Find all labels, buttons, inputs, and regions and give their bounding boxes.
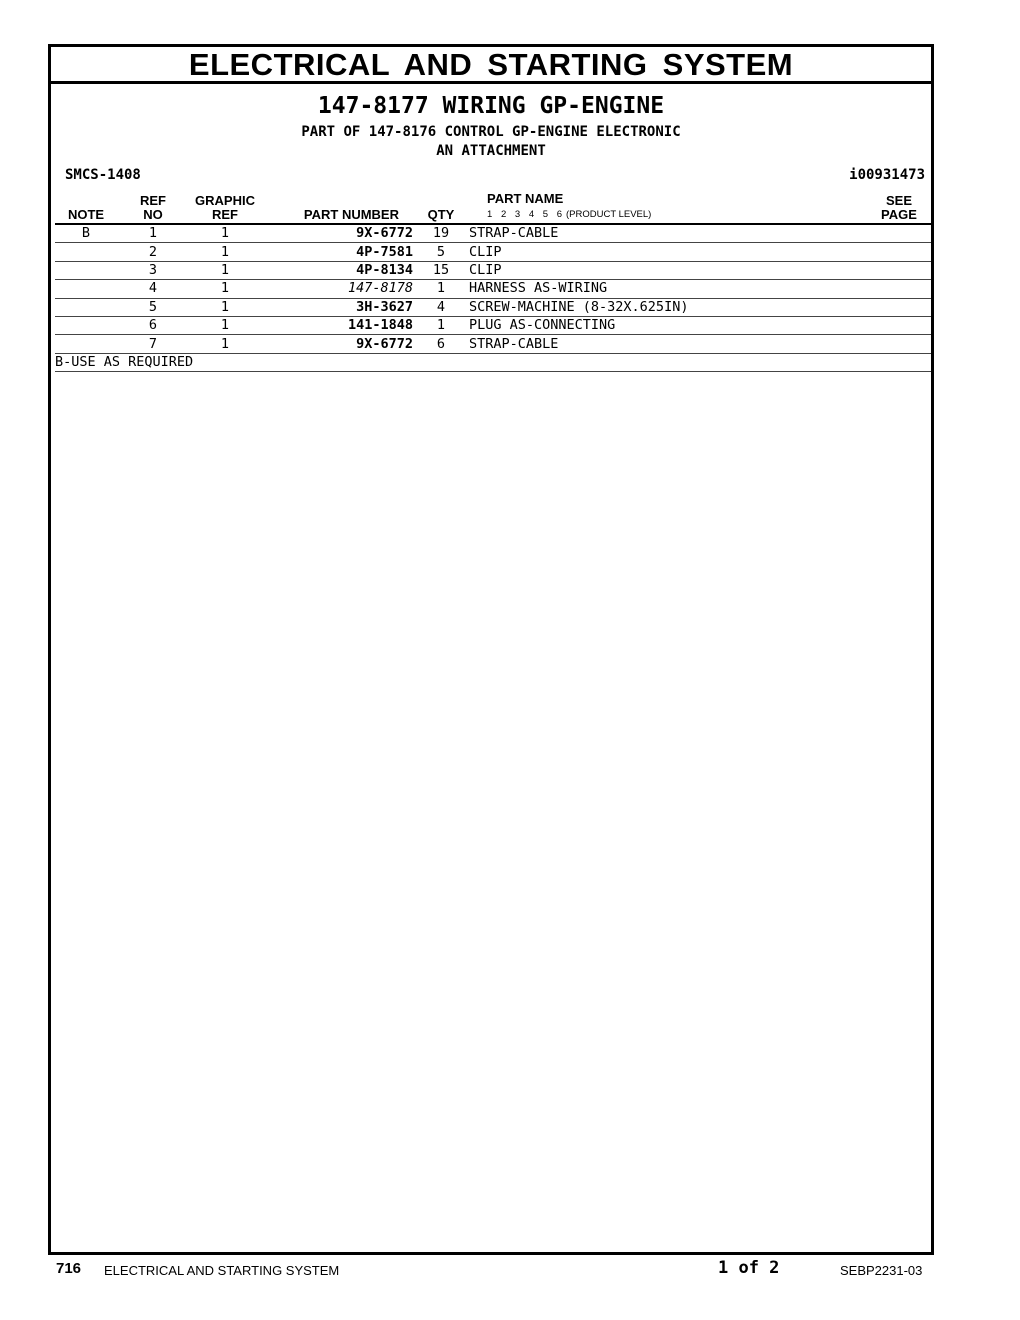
part-of-line: PART OF 147-8176 CONTROL GP-ENGINE ELECTRONIC [301,124,681,140]
see-page-cell [867,298,931,316]
qty-cell: 1 [413,280,469,298]
qty-cell: 5 [413,243,469,261]
assembly-title: 147-8177 WIRING GP-ENGINE [317,93,665,119]
table-row [55,298,931,316]
part-name-cell: STRAP-CABLE [469,335,867,353]
part-number-cell: 4P-8134 [261,261,413,279]
table-row [55,335,931,353]
graphic-ref-cell: 1 [189,224,261,243]
col-qty: QTY [413,192,469,224]
part-number-cell: 3H-3627 [261,298,413,316]
ref-no-cell: 2 [117,243,189,261]
graphic-ref-cell: 1 [189,280,261,298]
ref-no-cell: 6 [117,316,189,334]
page-number: 716 [56,1260,82,1277]
note-cell [55,280,117,298]
qty-cell: 1 [413,316,469,334]
product-levels: 1 2 3 4 5 6 (PRODUCT LEVEL) [487,209,652,220]
col-note: NOTE [55,192,117,224]
attachment-line: AN ATTACHMENT [436,143,546,159]
note-cell [55,243,117,261]
graphic-ref-cell: 1 [189,261,261,279]
note-cell [55,261,117,279]
page-frame [48,44,934,1255]
part-name-cell: PLUG AS-CONNECTING [469,316,867,334]
qty-cell: 6 [413,335,469,353]
page-of: 1 of 2 [718,1258,780,1278]
table-row [55,261,931,279]
see-page-cell [867,243,931,261]
ref-no-cell: 5 [117,298,189,316]
part-name-cell: HARNESS AS-WIRING [469,280,867,298]
col-see-page: SEE PAGE [867,192,931,224]
see-page-cell [867,224,931,243]
graphic-ref-cell: 1 [189,243,261,261]
col-ref-no: REF NO [117,192,189,224]
table-row [55,224,931,243]
ref-no-cell: 7 [117,335,189,353]
col-graphic-ref: GRAPHIC REF [189,192,261,224]
ref-no-cell: 1 [117,224,189,243]
section-title: ELECTRICAL AND STARTING SYSTEM [51,47,931,84]
part-name-cell: STRAP-CABLE [469,224,867,243]
smcs-code: SMCS-1408 [65,167,141,183]
part-number-cell: 9X-6772 [261,335,413,353]
graphic-ref-cell: 1 [189,316,261,334]
footnote: B-USE AS REQUIRED [55,353,931,371]
qty-cell: 15 [413,261,469,279]
ref-no-cell: 4 [117,280,189,298]
part-number-cell: 147-8178 [261,280,413,298]
part-number-cell: 141-1848 [261,316,413,334]
part-name-cell: CLIP [469,261,867,279]
table-header-row [55,192,931,224]
table-row [55,280,931,298]
note-cell: B [55,224,117,243]
qty-cell: 4 [413,298,469,316]
see-page-cell [867,261,931,279]
col-part-name: PART NAME 1 2 3 4 5 6 (PRODUCT LEVEL) [469,192,867,224]
table-row [55,243,931,261]
part-name-cell: CLIP [469,243,867,261]
see-page-cell [867,335,931,353]
table-row [55,316,931,334]
see-page-cell [867,280,931,298]
part-number-cell: 4P-7581 [261,243,413,261]
graphic-ref-cell: 1 [189,335,261,353]
part-number-cell: 9X-6772 [261,224,413,243]
part-name-cell: SCREW-MACHINE (8-32X.625IN) [469,298,867,316]
illustration-id: i00931473 [849,167,925,183]
note-cell [55,316,117,334]
note-cell [55,335,117,353]
footer-section: ELECTRICAL AND STARTING SYSTEM [104,1263,340,1278]
parts-body [55,224,931,372]
footnote-row [55,353,931,371]
ref-no-cell: 3 [117,261,189,279]
col-part-number: PART NUMBER [261,192,413,224]
page-footer [0,1258,1020,1282]
see-page-cell [867,316,931,334]
note-cell [55,298,117,316]
document-id: SEBP2231-03 [840,1263,923,1278]
qty-cell: 19 [413,224,469,243]
parts-table [55,192,931,372]
graphic-ref-cell: 1 [189,298,261,316]
